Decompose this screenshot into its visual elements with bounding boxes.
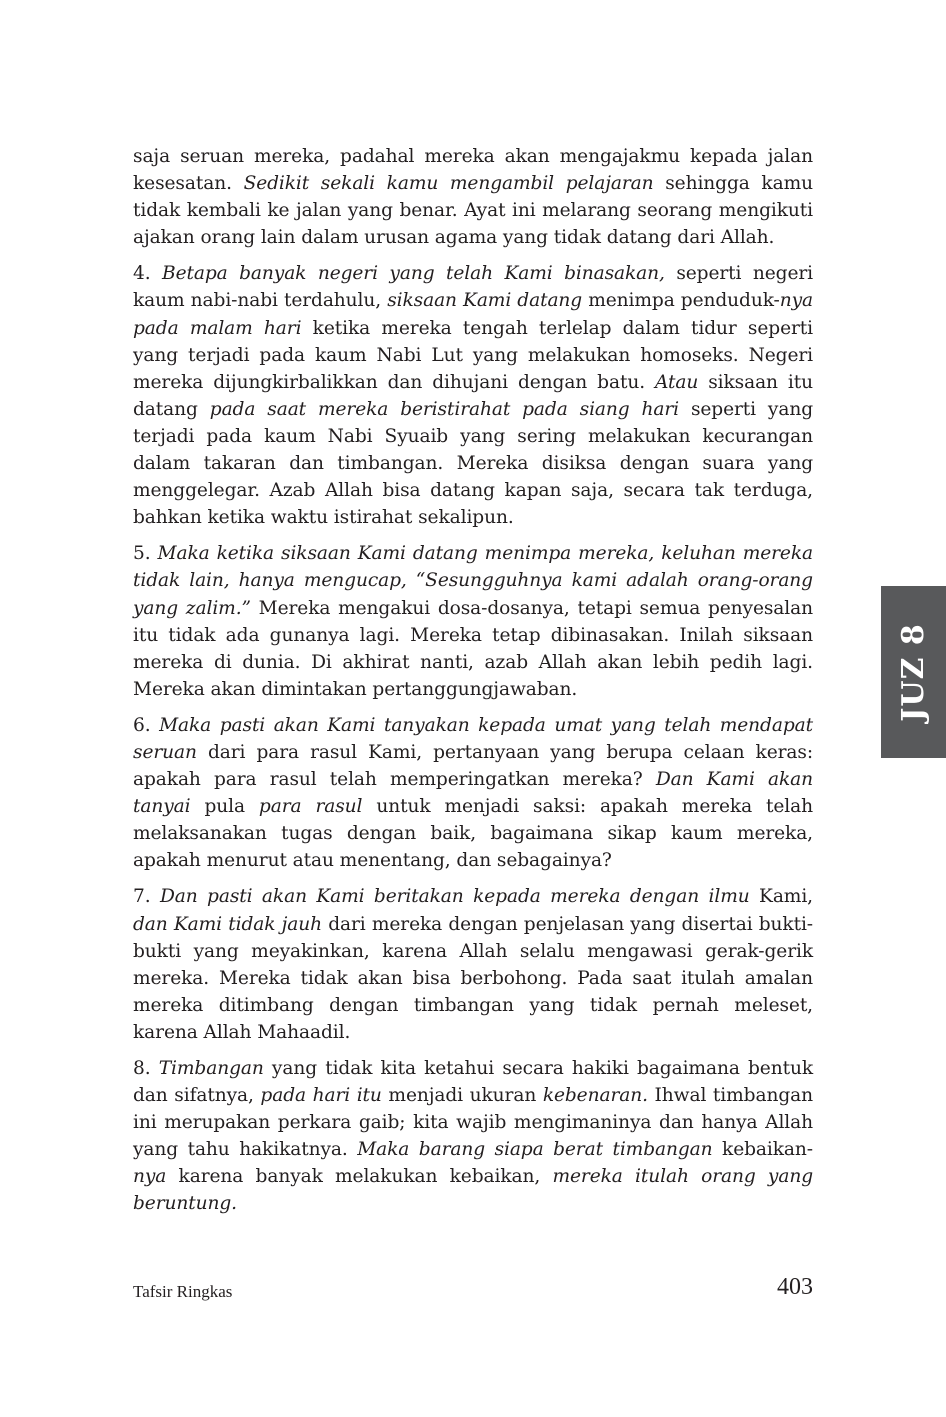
italic-run: siksaan Kami datang: [387, 290, 583, 312]
text-run: ketika mereka tengah terlelap dalam tidur seperti yang terjadi pada kaum Nabi Lut yang melakukan homoseks. Negeri mereka dijungkirbalikkan dan dihujani dengan batu.: [133, 317, 813, 393]
paragraph-verse-7: [133, 883, 813, 1046]
italic-run: Maka pasti akan Kami tanyakan kepada umat yang telah mendapat seruan: [133, 714, 814, 763]
text-run: Ihwal timbangan ini merupakan perkara gaib; kita wajib mengimaninya dan hanya Allah yang tahu hakikatnya.: [133, 1085, 813, 1161]
text-run: yang tidak kita ketahui secara hakiki bagaimana bentuk dan sifatnya,: [133, 1058, 813, 1107]
paragraph-verse-6: [133, 712, 813, 875]
page-number: 403: [777, 1274, 813, 1300]
text-run: untuk menjadi saksi: apakah mereka telah melaksanakan tugas dengan baik, bagaimana sikap kaum mereka, apakah menurut atau menentang, dan sebagainya?: [133, 796, 814, 872]
juz-side-tab: [881, 586, 946, 758]
italic-run: nya: [133, 1166, 167, 1188]
italic-run: Dan Kami akan tanyai: [133, 769, 813, 818]
italic-run: Sedikit sekali kamu mengambil pelajaran: [243, 173, 654, 195]
italic-run: Atau: [654, 371, 699, 393]
text-run: kebaikan-: [712, 1139, 813, 1161]
italic-run: nya pada malam hari: [133, 290, 814, 339]
text-run: siksaan itu datang: [133, 371, 813, 420]
text-run: dari mereka dengan penjelasan yang disertai bukti-bukti yang meyakinkan, karena Allah selalu mengawasi gerak-gerik mereka. Mereka tidak akan bisa berbohong. Pada saat itulah amalan mereka ditimbang dengan timbangan yang tidak pernah meleset, karena Allah Mahaadil.: [133, 913, 813, 1043]
text-run: Kami,: [749, 886, 813, 908]
footer-book-title: Tafsir Ringkas: [133, 1282, 233, 1301]
text-run: menimpa penduduk-: [582, 290, 780, 312]
italic-run: kebenaran.: [542, 1085, 648, 1107]
italic-run: pada saat mereka beristirahat pada siang hari: [209, 398, 680, 420]
paragraph-verse-4: [133, 260, 813, 531]
paragraph-continuation: [133, 143, 813, 251]
italic-run: Dan pasti akan Kami beritakan kepada mereka dengan ilmu: [159, 886, 750, 908]
text-run: 6.: [133, 714, 160, 736]
italic-run: mereka itulah orang yang beruntung.: [133, 1166, 813, 1215]
italic-run: Betapa banyak negeri yang telah Kami binasakan,: [162, 263, 665, 285]
text-run: menjadi ukuran: [381, 1085, 543, 1107]
body-text: [133, 143, 813, 1227]
text-run: dari para rasul Kami, pertanyaan yang berupa celaan keras: apakah para rasul telah memperingatkan mereka?: [133, 741, 813, 791]
text-run: sehingga kamu tidak kembali ke jalan yang benar. Ayat ini melarang seorang mengikuti ajakan orang lain dalam urusan agama yang tidak datang dari Allah.: [133, 173, 813, 249]
paragraph-verse-8: [133, 1055, 813, 1218]
italic-run: para rasul: [258, 796, 363, 818]
text-run: seperti yang terjadi pada kaum Nabi Syuaib yang sering melakukan kecurangan dalam takaran dan timbangan. Mereka disiksa dengan suara yang menggelegar. Azab Allah bisa datang kapan saja, secara tak terduga, bahkan ketika waktu istirahat sekalipun.: [133, 398, 813, 529]
text-run: Mereka mengakui dosa-dosanya, tetapi semua penyesalan itu tidak ada gunanya lagi. Mereka tetap dibinasakan. Inilah siksaan mereka di dunia. Di akhirat nanti, azab Allah akan lebih pedih lagi. Mereka akan dimintakan pertanggungjawaban.: [133, 597, 813, 700]
italic-run: Maka ketika siksaan Kami datang menimpa mereka, keluhan mereka tidak lain, hanya mengucap, “Sesungguhnya kami adalah orang-orang yang zalim.”: [133, 543, 813, 619]
text-run: 8.: [133, 1058, 159, 1079]
text-run: karena banyak melakukan kebaikan,: [166, 1166, 553, 1188]
text-run: pula: [190, 796, 259, 818]
text-run: 5.: [133, 543, 158, 565]
italic-run: pada hari itu: [260, 1085, 382, 1107]
italic-run: Maka barang siapa berat timbangan: [357, 1139, 713, 1161]
text-run: saja seruan mereka, padahal mereka akan mengajakmu kepada jalan kesesatan.: [133, 146, 813, 195]
text-run: 4.: [133, 263, 163, 285]
paragraph-verse-5: [133, 540, 813, 703]
text-run: seperti negeri kaum nabi-nabi terdahulu,: [133, 263, 813, 312]
italic-run: Timbangan: [158, 1058, 264, 1079]
juz-label: JUZ 8: [896, 622, 932, 722]
text-run: 7.: [133, 886, 160, 908]
italic-run: dan Kami tidak jauh: [133, 913, 323, 935]
